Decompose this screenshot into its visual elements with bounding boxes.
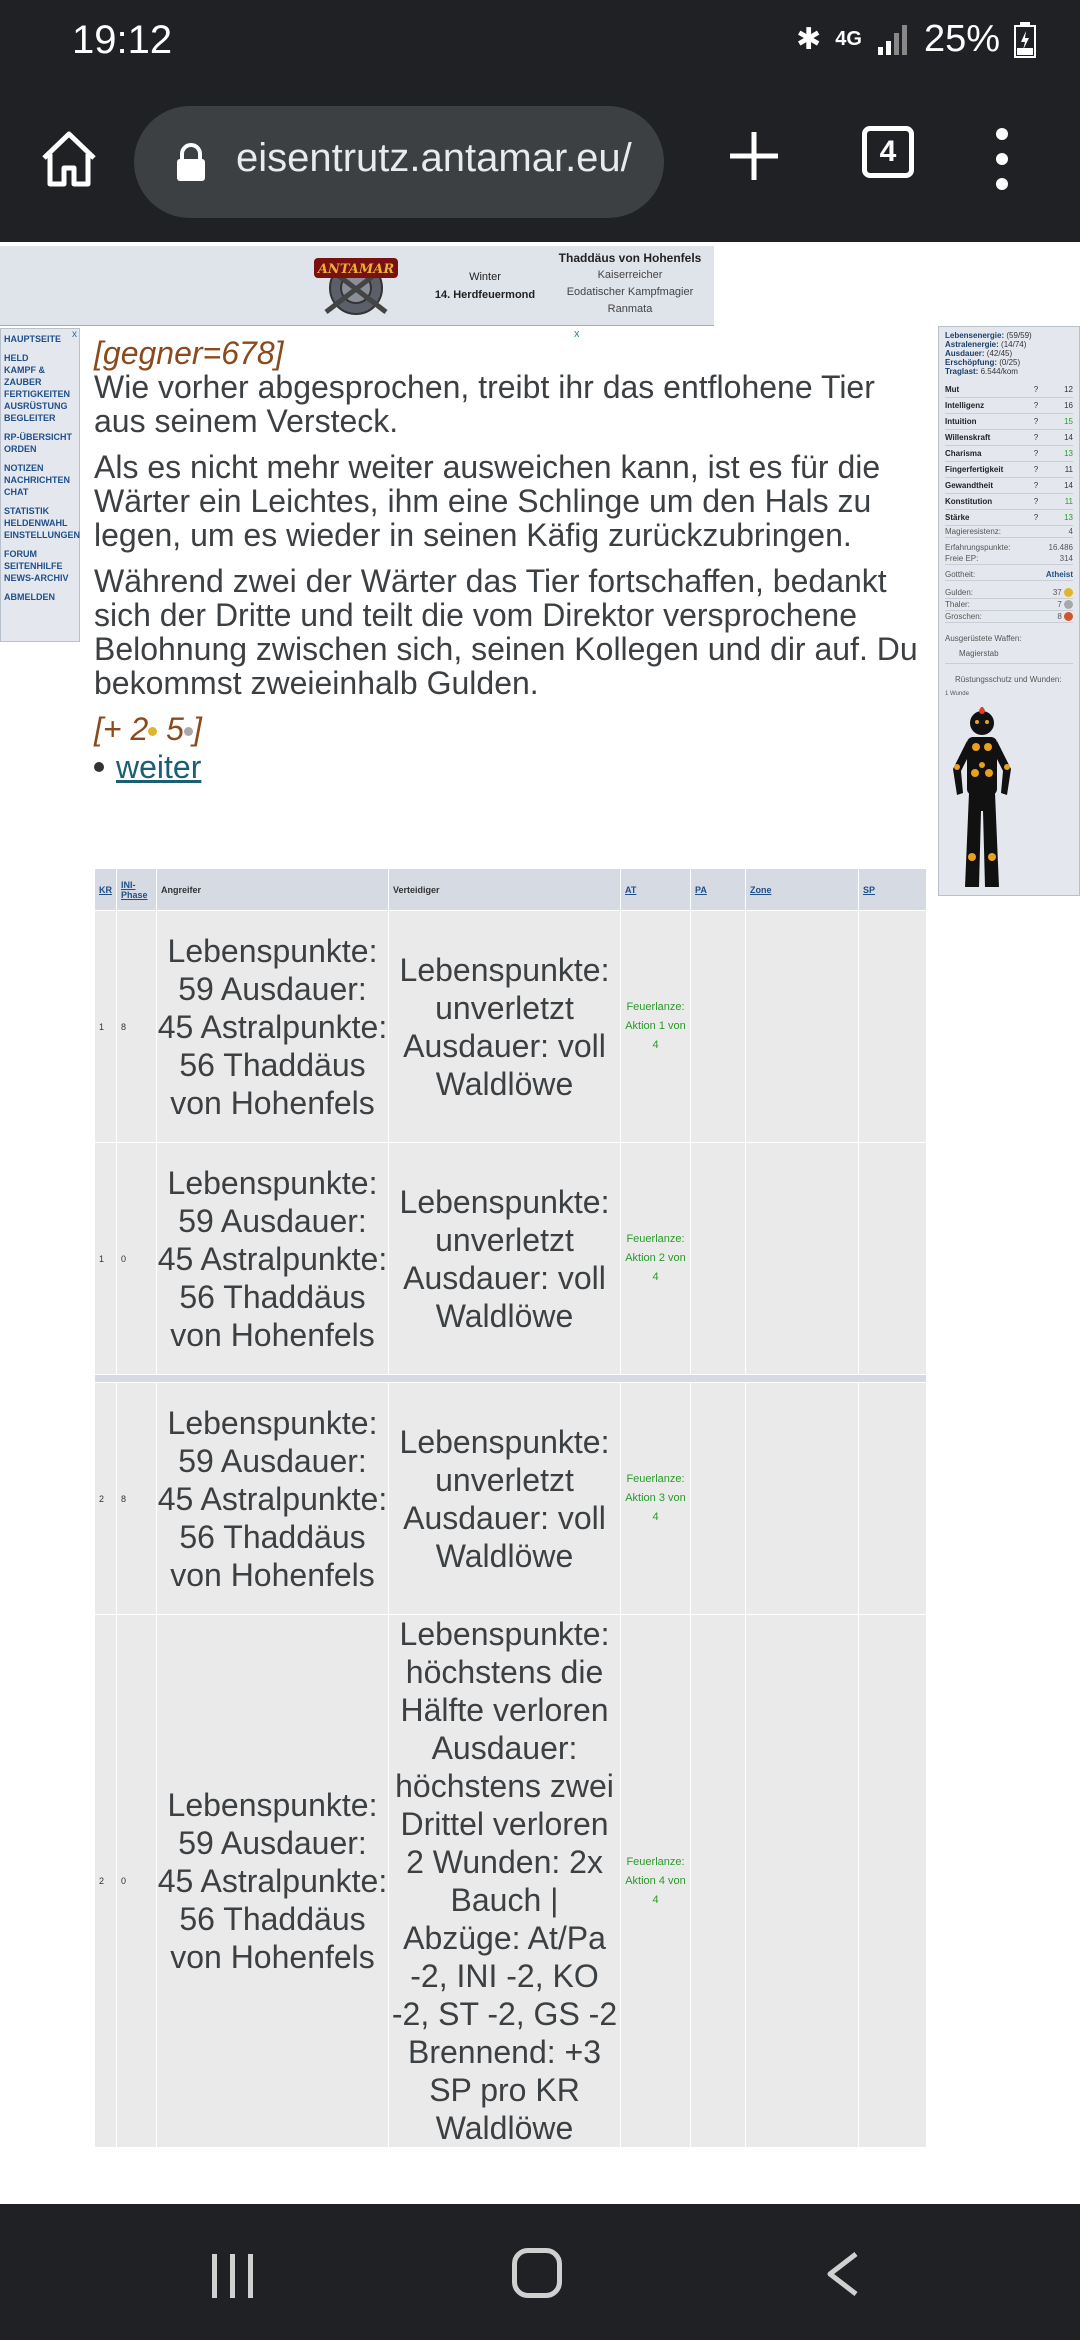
season-text: Winter: [469, 271, 501, 283]
attr-help[interactable]: ?: [1033, 433, 1039, 442]
attr-row: [945, 446, 1073, 462]
table-row: [95, 1143, 927, 1375]
cell-ini: 0: [117, 1143, 157, 1375]
browser-toolbar: [0, 84, 1080, 242]
table-row: [95, 1383, 927, 1615]
cell-kr: 1: [95, 1143, 117, 1375]
nav-notizen[interactable]: NOTIZEN: [4, 463, 44, 473]
story-text: [94, 336, 924, 784]
cell-sp: [859, 911, 927, 1143]
cell-verteidiger: Lebenspunkte: unverletzt Ausdauer: voll Waldlöwe: [389, 1383, 621, 1615]
nav-ausruestung[interactable]: AUSRÜSTUNG: [4, 401, 68, 411]
col-ini[interactable]: INI-Phase: [117, 869, 157, 911]
nav-begleiter[interactable]: BEGLEITER: [4, 413, 56, 423]
waffen-label: Ausgerüstete Waffen:: [945, 634, 1022, 643]
reward: [94, 712, 924, 746]
attr-name: Intuition: [945, 417, 977, 426]
cell-angreifer: Lebenspunkte: 59 Ausdauer: 45 Astralpunkte: 56 Thaddäus von Hohenfels: [157, 1143, 389, 1375]
cell-kr: 2: [95, 1615, 117, 2148]
cell-kr: 2: [95, 1383, 117, 1615]
attr-help[interactable]: ?: [1033, 385, 1039, 394]
signal-icon: [876, 23, 910, 57]
attr-help[interactable]: ?: [1033, 417, 1039, 426]
astralenergie-value: (14/74): [1001, 340, 1027, 349]
cell-ini: 8: [117, 911, 157, 1143]
cell-sp: [859, 1383, 927, 1615]
bullet-icon: [94, 762, 104, 772]
lebensenergie-label: Lebensenergie:: [945, 331, 1005, 340]
game-header: [0, 246, 714, 326]
ausdauer-value: (42/45): [986, 349, 1013, 358]
freie-ep-row: [945, 553, 1073, 565]
cell-zone: [746, 1615, 859, 2148]
thaler-label: Thaler:: [945, 600, 970, 609]
ausdauer-row: [945, 349, 1073, 358]
cell-at: Feuerlanze: Aktion 3 von 4: [621, 1383, 691, 1615]
date-text: 14. Herdfeuermond: [434, 289, 536, 301]
nav-abmelden[interactable]: ABMELDEN: [4, 592, 55, 602]
erschoepfung-value: (0/25): [999, 358, 1021, 367]
col-at[interactable]: AT: [621, 869, 691, 911]
attr-value: 11: [1064, 465, 1073, 474]
attr-value: 16: [1064, 401, 1073, 410]
wunden-label: 1 Wunde: [945, 691, 969, 697]
home-icon[interactable]: [38, 128, 100, 190]
gottheit-row: [945, 569, 1073, 581]
attr-value: 14: [1064, 481, 1073, 490]
cell-angreifer: Lebenspunkte: 59 Ausdauer: 45 Astralpunkte: 56 Thaddäus von Hohenfels: [157, 911, 389, 1143]
reward-thaler: 5: [157, 711, 184, 747]
gulden-label: Gulden:: [945, 588, 974, 597]
status-icons: [796, 18, 1036, 61]
antamar-logo: [306, 246, 406, 322]
cell-at: Feuerlanze: Aktion 4 von 4: [621, 1615, 691, 2148]
ausdauer-label: Ausdauer:: [945, 349, 985, 358]
nav-chat[interactable]: CHAT: [4, 487, 29, 497]
cell-at: Feuerlanze: Aktion 1 von 4: [621, 911, 691, 1143]
attr-value: 15: [1064, 417, 1073, 426]
story-paragraph-1: Wie vorher abgesprochen, treibt ihr das entflohene Tier aus seinem Versteck.: [94, 369, 875, 439]
traglast-row: [945, 367, 1073, 376]
attr-row: [945, 398, 1073, 414]
lebensenergie-row: [945, 331, 1073, 340]
back-icon[interactable]: [822, 2250, 862, 2298]
lebensenergie-value: (59/59): [1006, 331, 1032, 340]
gulden-row: [945, 587, 1073, 599]
nav-seitenhilfe[interactable]: SEITENHILFE: [4, 561, 63, 571]
reward-bracket: ]: [192, 711, 202, 747]
thaler-value: 7: [1057, 600, 1062, 609]
story-paragraph-3: Während zwei der Wärter das Tier fortschaffen, bedankt sich der Dritte und teilt die vom Direktor versprochene Belohnung zwischen sich, seinen Kollegen und dir auf. Du bekommst zweieinhalb Gulden.: [94, 563, 918, 701]
round-separator: [95, 1375, 927, 1383]
cell-pa: [691, 1143, 746, 1375]
nav-einstellungen[interactable]: EINSTELLUNGEN: [4, 530, 81, 540]
weiter-link[interactable]: weiter: [116, 749, 202, 785]
status-bar: [0, 0, 1080, 84]
nav-held[interactable]: HELD: [4, 353, 29, 363]
silver-coin-icon: [184, 727, 193, 736]
gold-coin-icon: [148, 727, 157, 736]
cell-zone: [746, 911, 859, 1143]
battery-percent: 25%: [923, 18, 1000, 60]
attr-value: 13: [1064, 513, 1073, 522]
col-sp[interactable]: SP: [859, 869, 927, 911]
character-place: Ranmata: [607, 303, 653, 315]
url-text[interactable]: eisentrutz.antamar.eu/: [236, 136, 632, 180]
attr-name: Willenskraft: [945, 433, 991, 442]
gottheit-label: Gottheit:: [945, 570, 976, 579]
cell-at: Feuerlanze: Aktion 2 von 4: [621, 1143, 691, 1375]
cell-angreifer: Lebenspunkte: 59 Ausdauer: 45 Astralpunkte: 56 Thaddäus von Hohenfels: [157, 1383, 389, 1615]
table-row: [95, 1615, 927, 2148]
recent-apps-icon[interactable]: [210, 2254, 256, 2298]
tab-switcher-button[interactable]: 4: [862, 126, 914, 178]
attr-name: Konstitution: [945, 497, 993, 506]
astralenergie-row: [945, 340, 1073, 349]
cell-zone: [746, 1143, 859, 1375]
status-time: 19:12: [72, 18, 173, 62]
magieresistenz-row: [945, 526, 1073, 538]
network-type: 4G: [835, 28, 862, 50]
combat-log-table: [94, 868, 927, 2148]
traglast-label: Traglast:: [945, 367, 979, 376]
character-name: Thaddäus von Hohenfels: [558, 251, 702, 265]
attr-name: Fingerfertigkeit: [945, 465, 1004, 474]
attr-row: [945, 478, 1073, 494]
nav-orden[interactable]: ORDEN: [4, 444, 37, 454]
overflow-menu-icon[interactable]: [992, 124, 1012, 194]
attr-help[interactable]: ?: [1033, 465, 1039, 474]
calendar: [430, 268, 540, 304]
ruestung-label: Rüstungsschutz und Wunden:: [955, 675, 1062, 684]
gulden-value: 37: [1052, 588, 1062, 597]
combat-header-row: [95, 869, 927, 911]
magieresistenz-label: Magieresistenz:: [945, 527, 1002, 536]
traglast-value: 6.544/kom: [980, 367, 1018, 376]
cell-ini: 0: [117, 1615, 157, 2148]
next-list-item: [94, 750, 924, 784]
character-race: Kaiserreicher: [597, 269, 663, 281]
cell-kr: 1: [95, 911, 117, 1143]
groschen-coin-icon: [1064, 612, 1073, 621]
nav-kampf-zauber[interactable]: KAMPF & ZAUBER: [4, 365, 45, 387]
attr-name: Stärke: [945, 513, 970, 522]
attr-help[interactable]: ?: [1033, 513, 1039, 522]
battery-icon: [1014, 22, 1036, 58]
left-navigation: [0, 328, 80, 642]
story-paragraph-2: Als es nicht mehr weiter ausweichen kann, ist es für die Wärter ein Leichtes, ihm eine Schlinge um den Hals zu legen, um es wieder in seinen Käfig zurückzubringen.: [94, 449, 881, 553]
character-info: [550, 250, 710, 318]
attr-row: [945, 430, 1073, 446]
erfahrung-row: [945, 542, 1073, 553]
attr-help[interactable]: ?: [1033, 449, 1039, 458]
separator-cell: [95, 1375, 927, 1383]
groschen-value: 8: [1057, 612, 1062, 621]
body-wound-figure: [947, 707, 1017, 893]
magieresistenz-value: 4: [1068, 527, 1073, 536]
enemy-tag: [gegner=678]: [94, 335, 284, 371]
attr-value: 12: [1064, 385, 1073, 394]
gottheit-value[interactable]: Atheist: [1045, 570, 1073, 579]
attr-row: [945, 494, 1073, 510]
nav-rp-uebersicht[interactable]: RP-ÜBERSICHT: [4, 432, 73, 442]
character-stats-panel: [938, 326, 1080, 896]
attr-name: Intelligenz: [945, 401, 985, 410]
cell-pa: [691, 911, 746, 1143]
nav-fertigkeiten[interactable]: FERTIGKEITEN: [4, 389, 71, 399]
waffe-name: Magierstab: [945, 648, 1073, 664]
erfahrung-label: Erfahrungspunkte:: [945, 543, 1011, 552]
attr-row: [945, 382, 1073, 398]
astralenergie-label: Astralenergie:: [945, 340, 999, 349]
freie-ep-value: 314: [1059, 554, 1073, 563]
nav-hauptseite[interactable]: HAUPTSEITE: [4, 334, 62, 344]
character-profession: Eodatischer Kampfmagier: [566, 286, 694, 298]
home-nav-button[interactable]: [512, 2248, 562, 2298]
attr-row: [945, 414, 1073, 430]
attr-help[interactable]: ?: [1033, 401, 1039, 410]
address-bar[interactable]: [134, 106, 664, 218]
cell-verteidiger: Lebenspunkte: unverletzt Ausdauer: voll Waldlöwe: [389, 911, 621, 1143]
attr-value: 11: [1064, 497, 1073, 506]
cell-zone: [746, 1383, 859, 1615]
col-kr[interactable]: KR: [95, 869, 117, 911]
cell-verteidiger: Lebenspunkte: unverletzt Ausdauer: voll Waldlöwe: [389, 1143, 621, 1375]
attr-name: Gewandtheit: [945, 481, 994, 490]
cell-pa: [691, 1615, 746, 2148]
table-row: [95, 911, 927, 1143]
attr-value: 13: [1064, 449, 1073, 458]
thaler-row: [945, 599, 1073, 611]
reward-gulden: [+ 2: [94, 711, 149, 747]
cell-angreifer: Lebenspunkte: 59 Ausdauer: 45 Astralpunkte: 56 Thaddäus von Hohenfels: [157, 1615, 389, 2148]
attr-help[interactable]: ?: [1033, 497, 1039, 506]
cell-pa: [691, 1383, 746, 1615]
bluetooth-icon: ✱: [796, 23, 822, 56]
groschen-label: Groschen:: [945, 612, 982, 621]
close-left-nav-icon[interactable]: x: [72, 329, 77, 340]
col-zone[interactable]: Zone: [746, 869, 859, 911]
nav-news-archiv[interactable]: NEWS-ARCHIV: [4, 573, 69, 583]
erschoepfung-row: [945, 358, 1073, 367]
attr-name: Mut: [945, 385, 960, 394]
attr-help[interactable]: ?: [1033, 481, 1039, 490]
cell-sp: [859, 1615, 927, 2148]
freie-ep-label: Freie EP:: [945, 554, 979, 563]
col-angreifer: Angreifer: [157, 869, 389, 911]
nav-statistik[interactable]: STATISTIK: [4, 506, 50, 516]
cell-verteidiger: Lebenspunkte: höchstens die Hälfte verloren Ausdauer: höchstens zwei Drittel verloren 2 Wunden: 2x Bauch | Abzüge: At/Pa -2, INI -2, KO -2, ST -2, GS -2 Brennend: +3 SP pro KR Waldlöwe: [389, 1615, 621, 2148]
lock-icon: [174, 142, 208, 182]
attr-row: [945, 510, 1073, 526]
gulden-coin-icon: [1064, 588, 1073, 597]
erfahrung-value: 16.486: [1048, 543, 1073, 552]
svg-text:ANTAMAR: ANTAMAR: [317, 262, 395, 277]
new-tab-icon[interactable]: [726, 128, 782, 184]
thaler-coin-icon: [1064, 600, 1073, 609]
groschen-row: [945, 611, 1073, 623]
nav-forum[interactable]: FORUM: [4, 549, 37, 559]
erschoepfung-label: Erschöpfung:: [945, 358, 997, 367]
close-header-icon[interactable]: x: [574, 328, 580, 340]
col-pa[interactable]: PA: [691, 869, 746, 911]
attr-name: Charisma: [945, 449, 982, 458]
system-nav-bar: [0, 2204, 1080, 2340]
col-verteidiger: Verteidiger: [389, 869, 621, 911]
nav-nachrichten[interactable]: NACHRICHTEN: [4, 475, 70, 485]
nav-heldenwahl[interactable]: HELDENWAHL: [4, 518, 68, 528]
web-page: [0, 242, 1080, 2204]
attr-row: [945, 462, 1073, 478]
attr-value: 14: [1064, 433, 1073, 442]
cell-ini: 8: [117, 1383, 157, 1615]
cell-sp: [859, 1143, 927, 1375]
